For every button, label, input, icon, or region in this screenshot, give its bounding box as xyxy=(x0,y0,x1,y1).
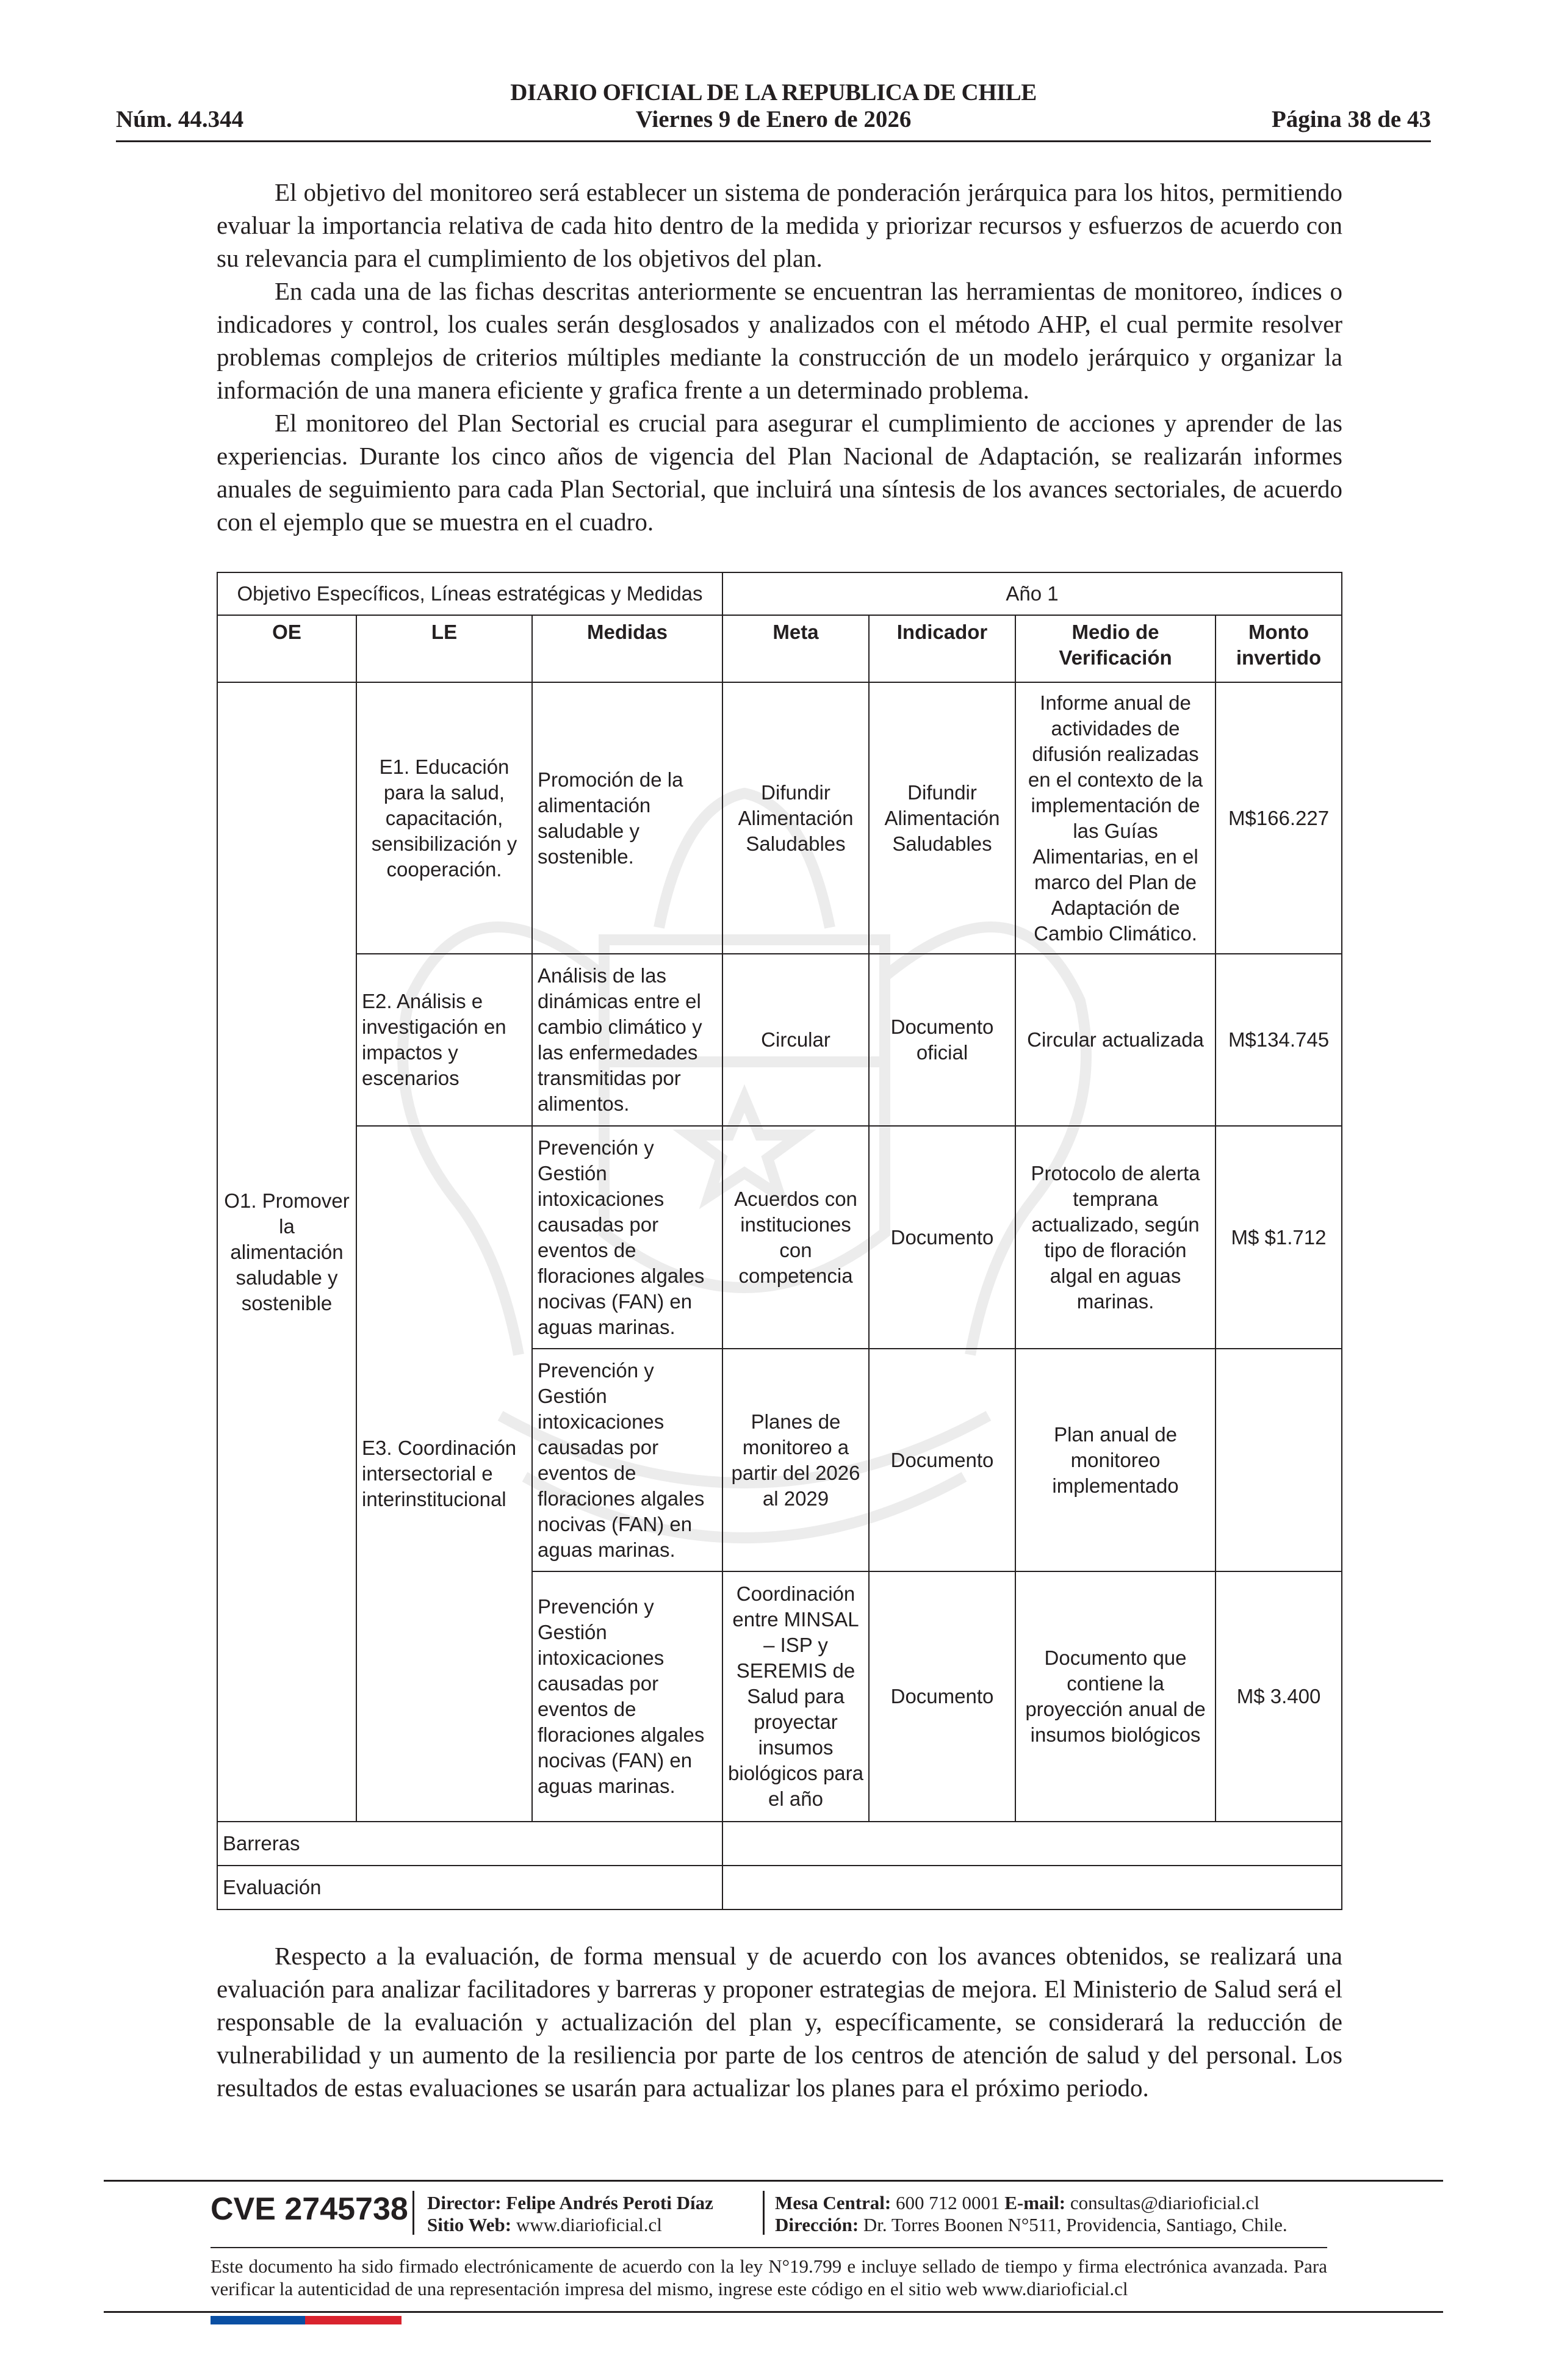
contact-info xyxy=(775,2192,1288,2236)
paragraph: El monitoreo del Plan Sectorial es crucial para asegurar el cumplimiento de acciones y aprender de las experiencias. Durante los cinco años de vigencia del Plan Nacional de Adaptación, se realizarán informes anuales de seguimiento para cada Plan Sectorial, que incluirá una síntesis de los avances sectoriales, de acuerdo con el ejemplo que se muestra en el cuadro. xyxy=(217,409,1342,536)
barriers-label: Barreras xyxy=(217,1822,722,1866)
barriers-value xyxy=(722,1822,1342,1866)
objective-cell: O1. Promover la alimentación saludable y sostenible xyxy=(217,682,356,1822)
table-row xyxy=(217,682,1342,954)
email-link[interactable]: consultas@diarioficial.cl xyxy=(1070,2192,1259,2213)
evaluation-label: Evaluación xyxy=(217,1866,722,1909)
column-header-oe: OE xyxy=(217,615,356,682)
footer-divider xyxy=(104,2180,1443,2182)
header-divider xyxy=(116,140,1431,142)
column-header-indicador: Indicador xyxy=(869,615,1015,682)
amount-cell: M$ 3.400 xyxy=(1216,1571,1342,1822)
intro-text xyxy=(217,176,1342,538)
indicator-cell: Documento xyxy=(869,1349,1015,1571)
flag-stripe-red xyxy=(305,2316,402,2324)
website-link[interactable]: www.diarioficial.cl xyxy=(516,2214,662,2235)
column-header-le: LE xyxy=(356,615,532,682)
phone-label: Mesa Central: xyxy=(775,2192,891,2213)
address-value: Dr. Torres Boonen N°511, Providencia, Santiago, Chile. xyxy=(863,2214,1288,2235)
footer-divider xyxy=(211,2247,1327,2248)
signature-note: Este documento ha sido firmado electrónicamente de acuerdo con la ley N°19.799 e incluye sellado de tiempo y firma electrónica avanzada. Para verificar la autenticidad de una representación impresa del mismo, ingrese este código en el sitio web www.diarioficial.cl xyxy=(211,2256,1327,2299)
group-header-objectives: Objetivo Específicos, Líneas estratégicas y Medidas xyxy=(217,572,722,615)
table-row xyxy=(217,1126,1342,1349)
goal-cell: Difundir Alimentación Saludables xyxy=(722,682,869,954)
flag-stripe-blue xyxy=(211,2316,305,2324)
measure-cell: Análisis de las dinámicas entre el cambio climático y las enfermedades transmitidas por alimentos. xyxy=(532,954,722,1126)
footer-separator xyxy=(763,2191,765,2235)
verification-cell: Circular actualizada xyxy=(1015,954,1216,1126)
verification-cell: Protocolo de alerta temprana actualizado, según tipo de floración algal en aguas marinas. xyxy=(1015,1126,1216,1349)
column-header-monto: Monto invertido xyxy=(1216,615,1342,682)
indicator-cell: Documento oficial xyxy=(869,954,1015,1126)
page-number: Página 38 de 43 xyxy=(1271,106,1431,132)
indicator-cell: Documento xyxy=(869,1571,1015,1822)
table-row xyxy=(217,954,1342,1126)
evaluation-value xyxy=(722,1866,1342,1909)
closing-text xyxy=(217,1939,1342,2104)
footer-separator xyxy=(412,2191,414,2235)
cve-code: CVE 2745738 xyxy=(211,2191,408,2227)
goal-cell: Acuerdos con instituciones con competencia xyxy=(722,1126,869,1349)
verification-cell: Informe anual de actividades de difusión realizadas en el contexto de la implementación de las Guías Alimentarias, en el marco del Plan de Adaptación de Cambio Climático. xyxy=(1015,682,1216,954)
amount-cell: M$ $1.712 xyxy=(1216,1126,1342,1349)
paragraph: En cada una de las fichas descritas anteriormente se encuentran las herramientas de monitoreo, índices o indicadores y control, los cuales serán desglosados y analizados con el método AHP, el cual permite resolver problemas complejos de criterios múltiples mediante la construcción de un modelo jerárquico y organizar la información de una manera eficiente y grafica frente a un determinado problema. xyxy=(217,277,1342,404)
verification-cell: Documento que contiene la proyección anual de insumos biológicos xyxy=(1015,1571,1216,1822)
strategic-line-cell: E2. Análisis e investigación en impactos y escenarios xyxy=(356,954,532,1126)
verification-cell: Plan anual de monitoreo implementado xyxy=(1015,1349,1216,1571)
goal-cell: Coordinación entre MINSAL – ISP y SEREMIS de Salud para proyectar insumos biológicos para el año xyxy=(722,1571,869,1822)
table-column-header-row xyxy=(217,615,1342,682)
strategic-line-cell: E1. Educación para la salud, capacitación, sensibilización y cooperación. xyxy=(356,682,532,954)
table-group-header-row xyxy=(217,572,1342,615)
address-label: Dirección: xyxy=(775,2214,859,2235)
goal-cell: Circular xyxy=(722,954,869,1126)
amount-cell: M$134.745 xyxy=(1216,954,1342,1126)
indicator-cell: Documento xyxy=(869,1126,1015,1349)
email-label: E-mail: xyxy=(1004,2192,1066,2213)
column-header-medio: Medio de Verificación xyxy=(1015,615,1216,682)
issue-date: Viernes 9 de Enero de 2026 xyxy=(635,106,912,132)
paragraph: El objetivo del monitoreo será establecer un sistema de ponderación jerárquica para los hitos, permitiendo evaluar la importancia relativa de cada hito dentro de la medida y priorizar recursos y esfuerzos de acuerdo con su relevancia para el cumplimiento de los objetivos del plan. xyxy=(217,178,1342,272)
newspaper-title: DIARIO OFICIAL DE LA REPUBLICA DE CHILE xyxy=(510,79,1037,106)
amount-cell xyxy=(1216,1349,1342,1571)
measure-cell: Promoción de la alimentación saludable y sostenible. xyxy=(532,682,722,954)
monitoring-table xyxy=(217,572,1342,1910)
footer-divider xyxy=(104,2311,1443,2313)
column-header-meta: Meta xyxy=(722,615,869,682)
issue-number: Núm. 44.344 xyxy=(116,106,244,132)
group-header-year: Año 1 xyxy=(722,572,1342,615)
measure-cell: Prevención y Gestión intoxicaciones causadas por eventos de floraciones algales nocivas (FAN) en aguas marinas. xyxy=(532,1571,722,1822)
strategic-line-cell: E3. Coordinación intersectorial e interinstitucional xyxy=(356,1126,532,1822)
column-header-medidas: Medidas xyxy=(532,615,722,682)
phone-value: 600 712 0001 xyxy=(896,2192,1000,2213)
table-row-evaluation xyxy=(217,1866,1342,1909)
website-label: Sitio Web: xyxy=(427,2214,512,2235)
measure-cell: Prevención y Gestión intoxicaciones causadas por eventos de floraciones algales nocivas (FAN) en aguas marinas. xyxy=(532,1126,722,1349)
paragraph: Respecto a la evaluación, de forma mensual y de acuerdo con los avances obtenidos, se realizará una evaluación para analizar facilitadores y barreras y proponer estrategias de mejora. El Ministerio de Salud será el responsable de la evaluación y actualización del plan y, específicamente, se considerará la reducción de vulnerabilidad y un aumento de la resiliencia por parte de los centros de atención de salud y del personal. Los resultados de estas evaluaciones se usarán para actualizar los planes para el próximo periodo. xyxy=(217,1942,1342,2102)
page-header xyxy=(116,76,1431,145)
director-name: Felipe Andrés Peroti Díaz xyxy=(506,2192,713,2213)
director-info xyxy=(427,2192,713,2236)
director-label: Director: xyxy=(427,2192,502,2213)
goal-cell: Planes de monitoreo a partir del 2026 al 2029 xyxy=(722,1349,869,1571)
table-row-barriers xyxy=(217,1822,1342,1866)
amount-cell: M$166.227 xyxy=(1216,682,1342,954)
indicator-cell: Difundir Alimentación Saludables xyxy=(869,682,1015,954)
measure-cell: Prevención y Gestión intoxicaciones causadas por eventos de floraciones algales nocivas (FAN) en aguas marinas. xyxy=(532,1349,722,1571)
